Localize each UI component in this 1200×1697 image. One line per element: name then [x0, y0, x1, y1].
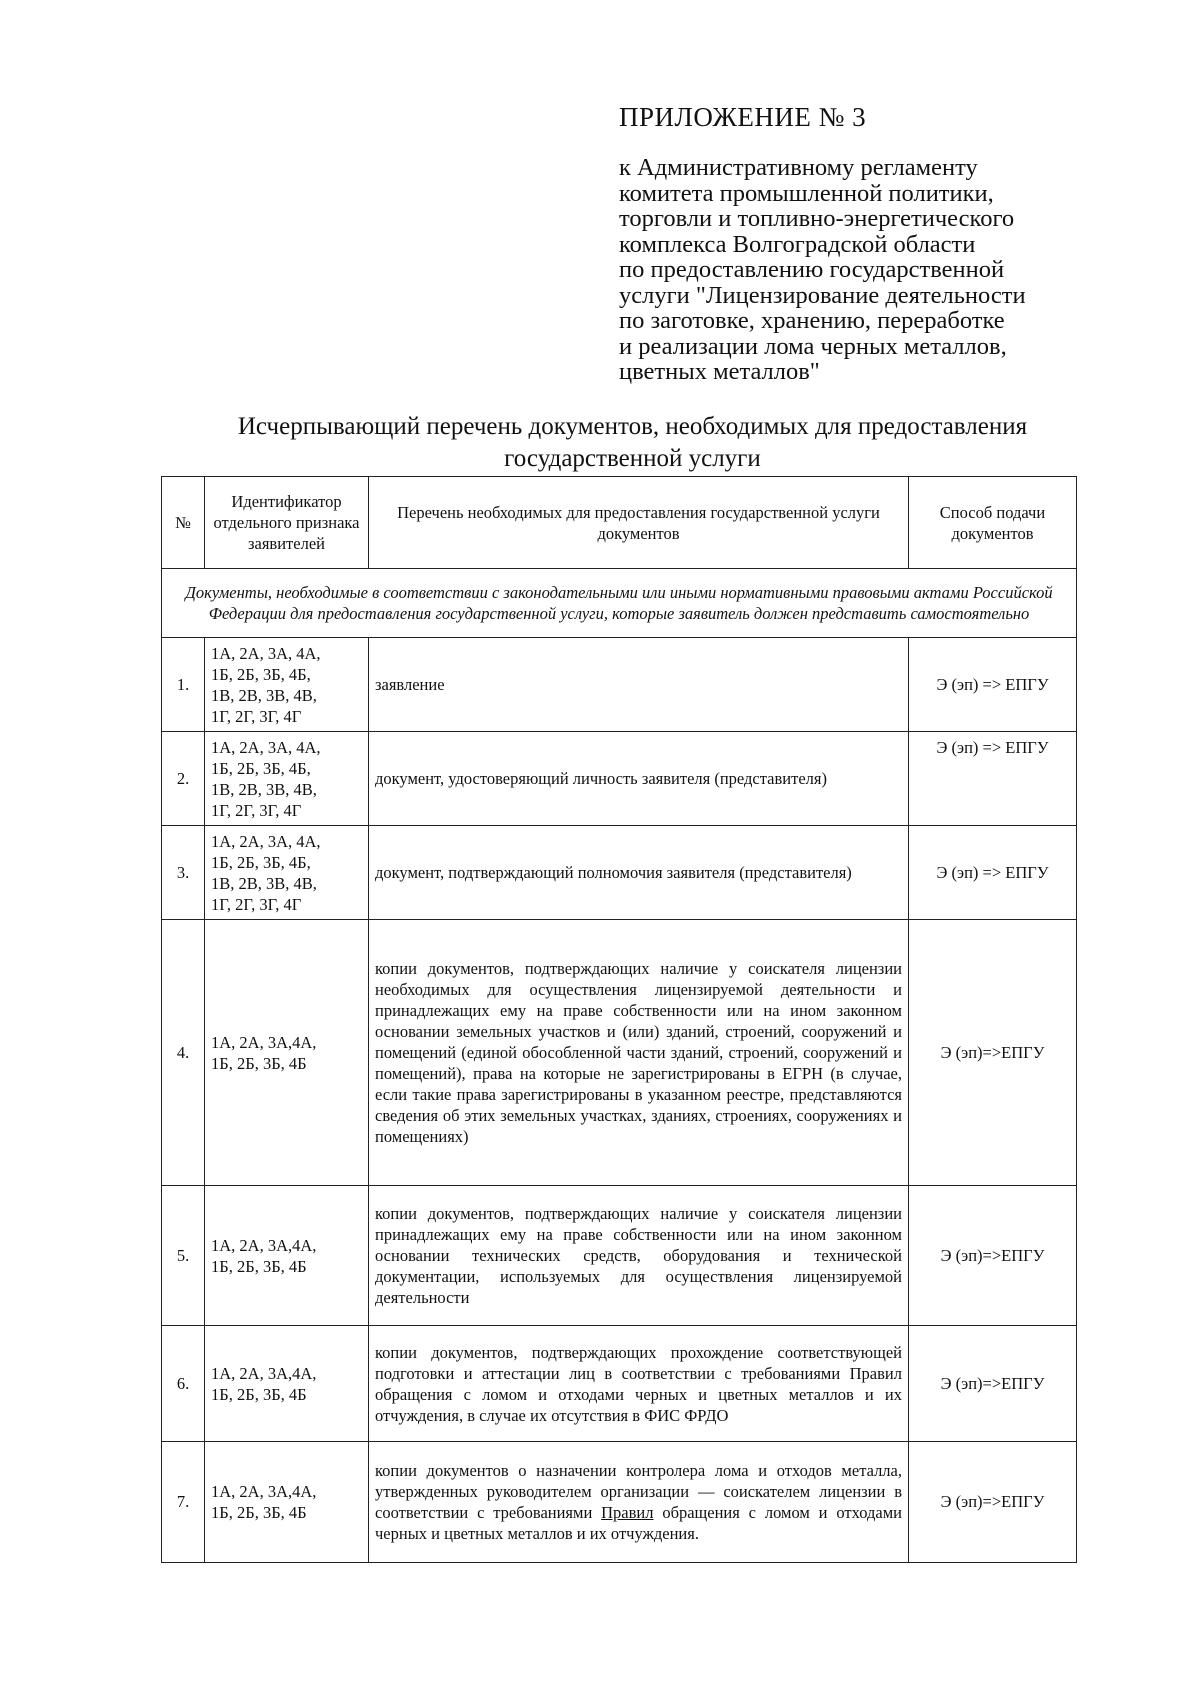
id-line: 1В, 2В, 3В, 4В, [211, 685, 317, 705]
subtitle-line: комплекса Волгоградской области [619, 230, 976, 258]
row-number: 5. [162, 1186, 205, 1326]
row-number: 1. [162, 638, 205, 732]
id-line: 1Б, 2Б, 3Б, 4Б [211, 1256, 307, 1276]
id-line: 1Б, 2Б, 3Б, 4Б, [211, 852, 311, 872]
subtitle-line: торговли и топливно-энергетического [619, 205, 1015, 232]
rules-link[interactable]: Правил [601, 1503, 654, 1522]
document-text: обращения с ломом и отходами черных и цветных металлов и их отчуждения. [375, 1503, 902, 1543]
applicant-ids [205, 1186, 369, 1326]
subtitle-line: и реализации лома черных металлов, [619, 332, 1007, 360]
submission-method: Э (эп) => ЕПГУ [909, 732, 1077, 826]
document-title [160, 411, 1105, 475]
submission-method: Э (эп)=>ЕПГУ [909, 1326, 1077, 1442]
regulation-reference [619, 155, 1089, 385]
document-description: документ, подтверждающий полномочия заявителя (представителя) [369, 826, 909, 920]
table-row [162, 920, 1077, 1186]
section-row [162, 569, 1077, 638]
table-row [162, 1442, 1077, 1563]
row-number: 3. [162, 826, 205, 920]
document-description: копии документов, подтверждающих прохождение соответствующей подготовки и аттестации лиц в соответствии с требованиями Правил обращения с ломом и отходами черных и цветных металлов и их отчуждения, в случае их отсутствия в ФИС ФРДО [369, 1326, 909, 1442]
id-line: 1А, 2А, 3А, 4А, [211, 737, 321, 757]
header-identifier: Идентификатор отдельного признака заявителей [205, 477, 369, 569]
section-heading: Документы, необходимые в соответствии с законодательными или иными нормативными правовыми актами Российской Федерации для предоставления государственной услуги, которые заявитель должен представить самостоятельно [162, 569, 1077, 638]
document-description: копии документов, подтверждающих наличие у соискателя лицензии принадлежащих ему на праве собственности или на ином законном основании технических средств, оборудования и технической документации, используемых для осуществления лицензируемой деятельности [369, 1186, 909, 1326]
id-line: 1Б, 2Б, 3Б, 4Б [211, 1053, 307, 1073]
documents-table [161, 476, 1077, 1563]
subtitle-line: по заготовке, хранению, переработке [619, 307, 1005, 334]
submission-method: Э (эп)=>ЕПГУ [909, 1442, 1077, 1563]
submission-method: Э (эп) => ЕПГУ [909, 826, 1077, 920]
header-num: № [162, 477, 205, 569]
id-line: 1А, 2А, 3А, 4А, [211, 643, 321, 663]
table-header-row [162, 477, 1077, 569]
applicant-ids [205, 638, 369, 732]
id-line: 1В, 2В, 3В, 4В, [211, 873, 317, 893]
applicant-ids [205, 732, 369, 826]
document-description: документ, удостоверяющий личность заявителя (представителя) [369, 732, 909, 826]
subtitle-line: комитета промышленной политики, [619, 179, 994, 207]
id-line: 1А, 2А, 3А,4А, [211, 1363, 317, 1383]
applicant-ids [205, 920, 369, 1186]
title-line-2: государственной услуги [504, 445, 761, 472]
id-line: 1Б, 2Б, 3Б, 4Б [211, 1384, 307, 1404]
id-line: 1А, 2А, 3А,4А, [211, 1482, 317, 1501]
header-documents: Перечень необходимых для предоставления государственной услуги документов [369, 477, 909, 569]
row-number: 2. [162, 732, 205, 826]
applicant-ids [205, 1326, 369, 1442]
id-line: 1Б, 2Б, 3Б, 4Б [211, 1503, 307, 1522]
table-row [162, 1326, 1077, 1442]
id-line: 1В, 2В, 3В, 4В, [211, 779, 317, 799]
table-row [162, 732, 1077, 826]
subtitle-line: цветных металлов" [619, 358, 820, 385]
row-number: 4. [162, 920, 205, 1186]
table-row [162, 638, 1077, 732]
document-description: заявление [369, 638, 909, 732]
appendix-heading: ПРИЛОЖЕНИЕ № 3 [619, 102, 867, 132]
submission-method: Э (эп) => ЕПГУ [909, 638, 1077, 732]
id-line: 1А, 2А, 3А,4А, [211, 1235, 317, 1255]
header-method: Способ подачи документов [909, 477, 1077, 569]
id-line: 1Б, 2Б, 3Б, 4Б, [211, 758, 311, 778]
applicant-ids [205, 1442, 369, 1563]
document-description [369, 1442, 909, 1563]
row-number: 6. [162, 1326, 205, 1442]
id-line: 1А, 2А, 3А,4А, [211, 1032, 317, 1052]
applicant-ids [205, 826, 369, 920]
id-line: 1Г, 2Г, 3Г, 4Г [211, 706, 302, 726]
table-row [162, 1186, 1077, 1326]
id-line: 1Г, 2Г, 3Г, 4Г [211, 800, 302, 820]
submission-method: Э (эп)=>ЕПГУ [909, 1186, 1077, 1326]
id-line: 1Б, 2Б, 3Б, 4Б, [211, 664, 311, 684]
row-number: 7. [162, 1442, 205, 1563]
document-text: копии документов о назначении контролера лома и отходов металла, утвержденных руководителем организации — соискателем лицензии в соответствии с требованиями [375, 1461, 902, 1522]
subtitle-line: к Административному регламенту [619, 154, 978, 181]
id-line: 1Г, 2Г, 3Г, 4Г [211, 894, 302, 914]
table-row [162, 826, 1077, 920]
submission-method: Э (эп)=>ЕПГУ [909, 920, 1077, 1186]
title-line-1: Исчерпывающий перечень документов, необходимых для предоставления [237, 413, 1028, 440]
subtitle-line: услуги "Лицензирование деятельности [619, 281, 1026, 309]
subtitle-line: по предоставлению государственной [619, 256, 1005, 283]
id-line: 1А, 2А, 3А, 4А, [211, 831, 321, 851]
document-description: копии документов, подтверждающих наличие у соискателя лицензии необходимых для осуществления лицензируемой деятельности и принадлежащих ему на праве собственности или на ином законном основании земельных участков и (или) зданий, строений, сооружений и помещений (единой обособленной части зданий, строений, сооружений и помещений), права на которые не зарегистрированы в ЕГРН (в случае, если такие права зарегистрированы в указанном реестре, представляются сведения об этих земельных участках, зданиях, строениях, сооружениях и помещениях) [369, 920, 909, 1186]
